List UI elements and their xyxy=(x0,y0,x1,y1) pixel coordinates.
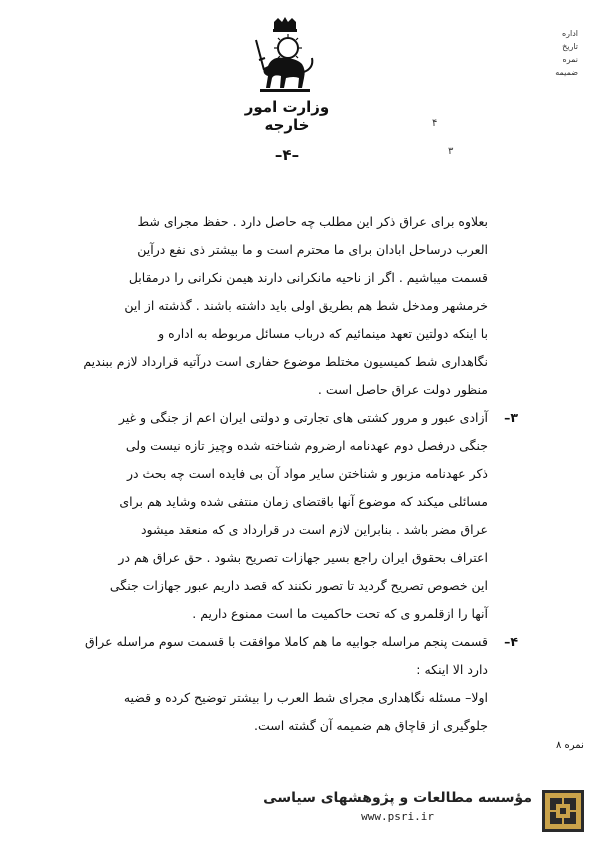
text-line: عراق مضر باشد . بنابراین لازم است در قرارداد ی که منعقد میشود xyxy=(140,522,488,537)
item-4-number: ۴– xyxy=(504,634,518,649)
sub-item-paragraph xyxy=(58,684,488,740)
text-line: دارد الا اینکه : xyxy=(416,662,488,677)
corner-label-office: اداره xyxy=(561,29,578,38)
text-line: نگاهدارى شط کمیسیون مختلط موضوع حفاری است درآتیه قرارداد لازم ببندیم xyxy=(83,354,488,369)
institute-url: www.psri.ir xyxy=(361,810,435,823)
page-number: –۴– xyxy=(274,146,300,164)
text-line: خرمشهر ومدخل شط هم بطریق اولی باید داشته باشند . گذشته از این xyxy=(124,298,488,313)
text-line: بعلاوه برای عراق ذکر این مطلب چه حاصل دارد . حفظ مجراى شط xyxy=(137,214,488,229)
corner-label-attachment: ضمیمه xyxy=(555,68,578,77)
institute-footer xyxy=(263,788,592,836)
item-3-paragraph xyxy=(58,404,518,628)
text-line: مسائلی میکند که موضوع آنها باقتضای زمان منتفی شده وشاید هم برای xyxy=(119,494,488,509)
institute-name: مؤسسه مطالعات و پژوهشهای سیاسی xyxy=(263,790,532,806)
text-line: قسمت پنجم مراسله جوابیه ما هم کاملا موافقت با قسمت سوم مراسله عراق xyxy=(85,634,488,649)
item-4-paragraph xyxy=(58,628,518,684)
side-note: نمره ۸ xyxy=(556,740,584,751)
ministry-title: وزارت امور خارجه xyxy=(244,98,330,134)
footer-text xyxy=(263,790,532,823)
corner-label-date: تاریخ xyxy=(562,42,578,51)
intro-paragraph xyxy=(58,208,488,404)
text-line: العرب درساحل ابادان براى ما محترم است و ما بیشتر ذى نفع درآین xyxy=(137,242,488,257)
text-line: جنگی درفصل دوم عهدنامه ارضروم شناخته شده وچیز تازه نیست ولی xyxy=(125,438,488,453)
stray-mark: ۴ xyxy=(432,118,438,129)
text-line: اعتراف بحقوق ایران راجع بسیر جهازات تصریح بشود . حق عراق هم در xyxy=(118,550,488,565)
text-line: با اینکه دولتین تعهد مینمائیم که درباب مسائل مربوطه به اداره و xyxy=(158,326,488,341)
text-line: منظور دولت عراق حاصل است . xyxy=(317,382,488,397)
text-line: جلوگیری از قاچاق هم ضمیمه آن گشته است. xyxy=(254,718,488,733)
text-line: اولا– مسئله نگاهدارى مجراى شط العرب را بیشتر توضیح کرده و قضیه xyxy=(123,690,488,705)
text-line: این خصوص تصریح گردید تا تصور نکنند که قصد داریم عبور جهازات جنگی xyxy=(109,578,488,593)
text-line: ذکر عهدنامه مزبور و شناختن سایر مواد آن بی فایده است چه بحث در xyxy=(126,466,488,481)
corner-label-number: نمره xyxy=(562,55,578,64)
psri-logo-icon xyxy=(542,790,584,832)
text-line: آنها را ازقلمرو ی که تحت حاکمیت ما است ممنوع داریم . xyxy=(192,606,488,621)
stray-mark: ۳ xyxy=(448,146,454,157)
letter-body xyxy=(58,208,518,740)
corner-labels xyxy=(555,28,578,80)
text-line: قسمت میباشیم . اگر از ناحیه مانکرانی دارند هیمن نکرانی را درمقابل xyxy=(128,270,488,285)
lion-and-sun-crown-emblem-icon xyxy=(250,16,320,96)
text-line: آزادی عبور و مرور کشتی های تجارتی و دولتی ایران اعم از جنگی و غیر xyxy=(118,410,488,425)
item-3-number: ۳– xyxy=(504,410,518,425)
